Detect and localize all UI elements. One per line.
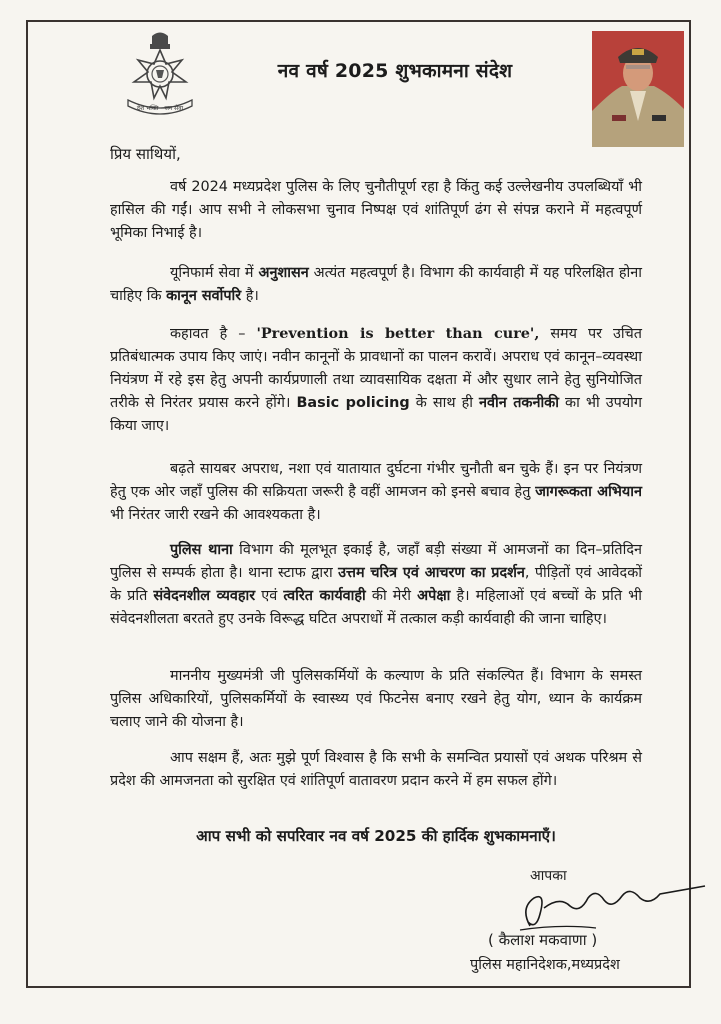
paragraph-text: का भी उपयोग किया जाए। [110,395,642,434]
signatory-designation: पुलिस महानिदेशक,मध्यप्रदेश [470,957,620,973]
paragraph-text: , पीड़ितों एवं आवेदकों के प्रति [110,565,642,604]
paragraph-2 [110,262,642,308]
signature-icon [500,868,710,938]
signoff-yours: आपका [530,868,567,884]
paragraph-6 [110,665,642,734]
letter-title: नव वर्ष 2025 शुभकामना संदेश [277,60,513,82]
police-emblem-icon [122,30,198,122]
svg-text:देश भक्ति - जन सेवा: देश भक्ति - जन सेवा [136,105,184,112]
bold-phrase: कानून सर्वोपरि [166,288,242,304]
paragraph-text: एवं [255,588,284,604]
paragraph-text: के साथ ही [409,395,480,411]
paragraph-text: अत्यंत महत्वपूर्ण है। विभाग की कार्यवाही में यह परिलक्षित होना चाहिए कि [110,265,642,304]
paragraph-text: माननीय मुख्यमंत्री जी पुलिसकर्मियों के कल्याण के प्रति संकल्पित हैं। विभाग के समस्त पुलिस अधिकारियों, पुलिसकर्मियों के स्वास्थ्य एवं फिटनेस बनाए रखने हेतु योग, ध्यान के कार्यक्रम चलाए जाने की योजना है। [110,668,642,730]
paragraph-text: है। [241,288,259,304]
paragraph-text: है। महिलाओं एवं बच्चों के प्रति भी संवेदनशीलता बरतते हुए उनके विरूद्ध घटित अपराधों में तत्काल कड़ी कार्यवाही की जाना चाहिए। [110,588,642,627]
paragraph-7 [110,747,642,793]
paragraph-3 [110,322,642,438]
paragraph-text: विभाग की मूलभूत इकाई है, जहाँ बड़ी संख्या में आमजनों का दिन–प्रतिदिन पुलिस से सम्पर्क होता है। थाना स्टाफ द्वारा [110,542,642,581]
paragraph-1 [110,176,642,245]
bold-phrase: 'Prevention is better than cure', [256,325,540,342]
paragraph-text: वर्ष 2024 मध्यप्रदेश पुलिस के लिए चुनौतीपूर्ण रहा है किंतु कई उल्लेखनीय उपलब्धियाँ भी हासिल की गईं। आप सभी ने लोकसभा चुनाव निष्पक्ष एवं शांतिपूर्ण ढंग से संपन्न कराने में महत्वपूर्ण भूमिका निभाई है। [110,179,642,241]
bold-phrase: पुलिस थाना [170,542,233,558]
bold-phrase: संवेदनशील व्यवहार [153,588,256,604]
closing-wish: आप सभी को सपरिवार नव वर्ष 2025 की हार्दिक शुभकामनाएँ। [196,827,556,845]
paragraph-text: भी निरंतर जारी रखने की आवश्यकता है। [110,507,321,523]
paragraph-text: बढ़ते सायबर अपराध, नशा एवं यातायात दुर्घटना गंभीर चुनौती बन चुके हैं। इन पर नियंत्रण हेतु एक ओर जहाँ पुलिस की सक्रियता जरूरी है वहीं आमजन को इनसे बचाव हेतु [110,461,642,500]
officer-photo [592,31,684,147]
signatory-name: ( कैलाश मकवाणा ) [488,931,598,949]
bold-phrase: अनुशासन [258,265,309,281]
bold-phrase: नवीन तकनीकी [479,395,559,411]
bold-phrase: जागरूकता अभियान [535,484,642,500]
paragraph-text: आप सक्षम हैं, अतः मुझे पूर्ण विश्वास है कि सभी के समन्वित प्रयासों एवं अथक परिश्रम से प्रदेश की आमजनता को सुरक्षित एवं शांतिपूर्ण वातावरण प्रदान करने में हम सफल होंगे। [110,750,642,789]
paragraph-5 [110,539,642,631]
paragraph-4 [110,458,642,527]
bold-phrase: Basic policing [296,395,410,411]
bold-phrase: अपेक्षा [417,588,451,604]
bold-phrase: उत्तम चरित्र एवं आचरण का प्रदर्शन [338,565,525,581]
paragraph-text: समय पर उचित प्रतिबंधात्मक उपाय किए जाएं। नवीन कानूनों के प्रावधानों का पालन करावें। अपराध एवं कानून–व्यवस्था नियंत्रण में रहे इस हेतु अपनी कार्यप्रणाली तथा व्यावसायिक दक्षता में और सुधार लाने हेतु सुनियोजित तरीके से निरंतर प्रयास करने होंगे। [110,326,642,411]
paragraph-text: कहावत है – [170,326,257,342]
bold-phrase: त्वरित कार्यवाही [283,588,366,604]
salutation: प्रिय साथियों, [110,145,181,163]
paragraph-text: यूनिफार्म सेवा में [170,265,259,281]
paragraph-text: की मेरी [365,588,418,604]
